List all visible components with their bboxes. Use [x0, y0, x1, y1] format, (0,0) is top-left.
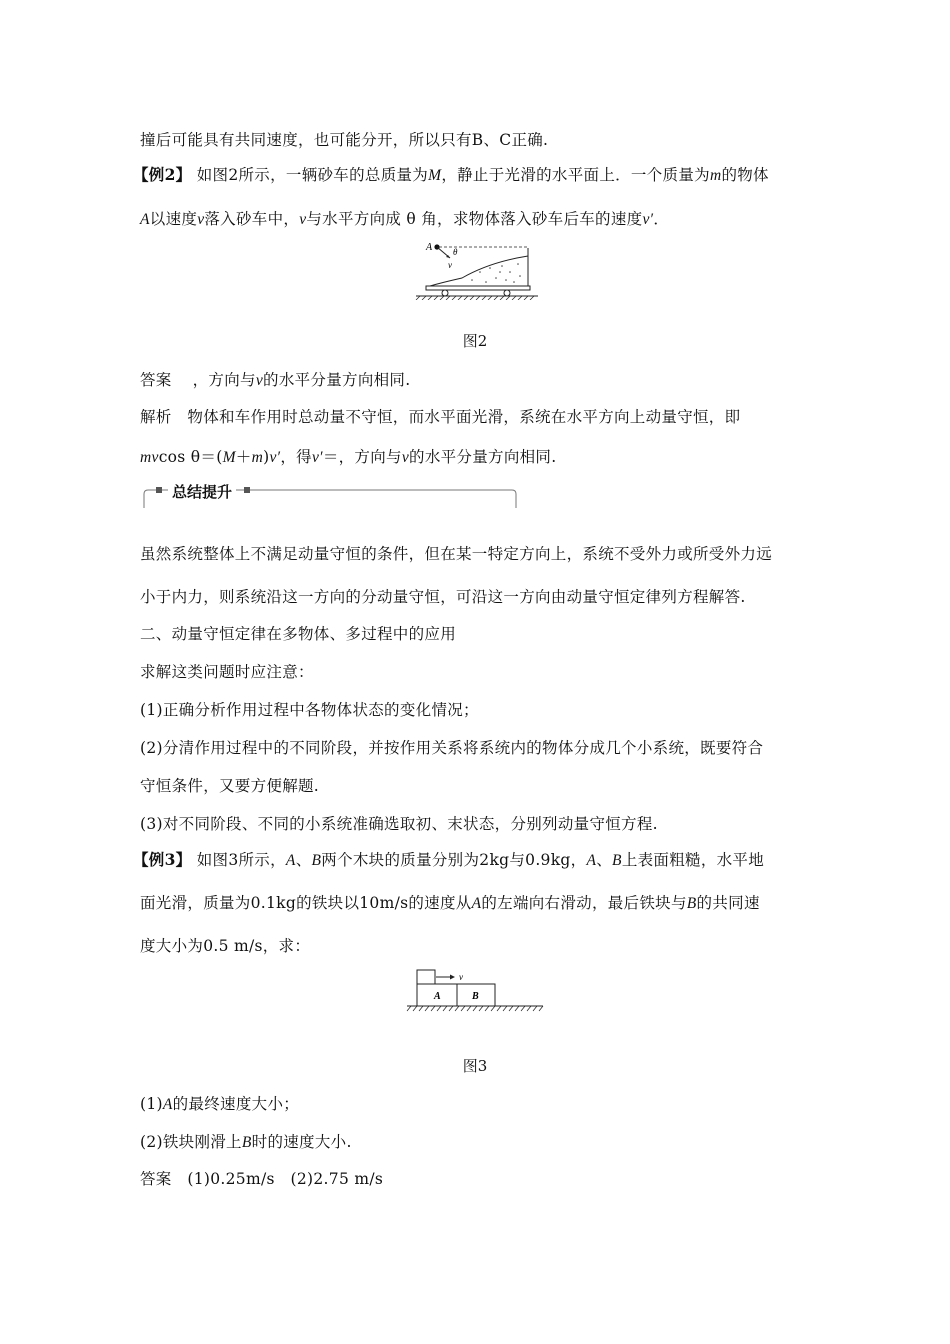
solution-2-line-1: 解析 物体和车作用时总动量不守恒，而水平面光滑，系统在水平方向上动量守恒，即 — [140, 408, 741, 426]
label-theta: θ — [453, 247, 458, 257]
question-2: (2)铁块刚滑上B时的速度大小. — [140, 1133, 352, 1151]
figure-3-caption: 图3 — [462, 1057, 488, 1075]
figure-3-blocks — [405, 968, 545, 1026]
figure-2-sand-cart — [410, 238, 540, 300]
point-3: (3)对不同阶段、不同的小系统准确选取初、末状态，分别列动量守恒方程. — [140, 815, 658, 833]
example-3-line-3: 度大小为0.5 m/s，求： — [140, 937, 311, 955]
question-1: (1)A的最终速度大小； — [140, 1095, 300, 1113]
example-2-line-1: 【例2】 如图2所示，一辆砂车的总质量为M，静止于光滑的水平面上．一个质量为m的物体 — [133, 165, 769, 184]
label-v: v — [459, 972, 463, 982]
figure-2-caption: 图2 — [462, 332, 488, 350]
label-A: A — [426, 242, 433, 253]
text-line: 撞后可能具有共同速度，也可能分开，所以只有B、C正确. — [140, 131, 549, 149]
point-2-line-2: 守恒条件，又要方便解题. — [140, 777, 320, 795]
point-1: (1)正确分析作用过程中各物体状态的变化情况； — [140, 701, 479, 719]
summary-line-1: 虽然系统整体上不满足动量守恒的条件，但在某一特定方向上，系统不受外力或所受外力远 — [140, 545, 773, 563]
example-3-line-1: 【例3】 如图3所示，A、B两个木块的质量分别为2kg与0.9kg，A、B上表面粗糙，水平地 — [133, 850, 765, 869]
answer-3: 答案 (1)0.25m/s (2)2.75 m/s — [140, 1170, 384, 1188]
summary-line-2: 小于内力，则系统沿这一方向的分动量守恒，可沿这一方向由动量守恒定律列方程解答. — [140, 588, 746, 606]
example-label: 【例2】 — [133, 165, 192, 184]
section-heading: 二、动量守恒定律在多物体、多过程中的应用 — [140, 625, 457, 643]
solution-2-line-2: mvcos θ＝(M＋m)v′，得v′＝，方向与v的水平分量方向相同. — [140, 448, 557, 466]
note-line: 求解这类问题时应注意： — [140, 663, 314, 681]
example-3-line-2: 面光滑，质量为0.1kg的铁块以10m/s的速度从A的左端向右滑动，最后铁块与B的共同速 — [140, 894, 760, 912]
point-2-line-1: (2)分清作用过程中的不同阶段，并按作用关系将系统内的物体分成几个小系统，既要符合 — [140, 739, 764, 757]
answer-2: 答案 ，方向与v的水平分量方向相同. — [140, 371, 411, 389]
label-A: A — [434, 991, 441, 1002]
example-label: 【例3】 — [133, 850, 192, 869]
example-2-line-2: A以速度v落入砂车中，v与水平方向成 θ 角，求物体落入砂车后车的速度v′． — [140, 210, 670, 228]
summary-header — [140, 482, 520, 510]
label-v: v — [448, 260, 452, 270]
label-B: B — [472, 991, 479, 1002]
summary-title: 总结提升 — [168, 481, 236, 502]
